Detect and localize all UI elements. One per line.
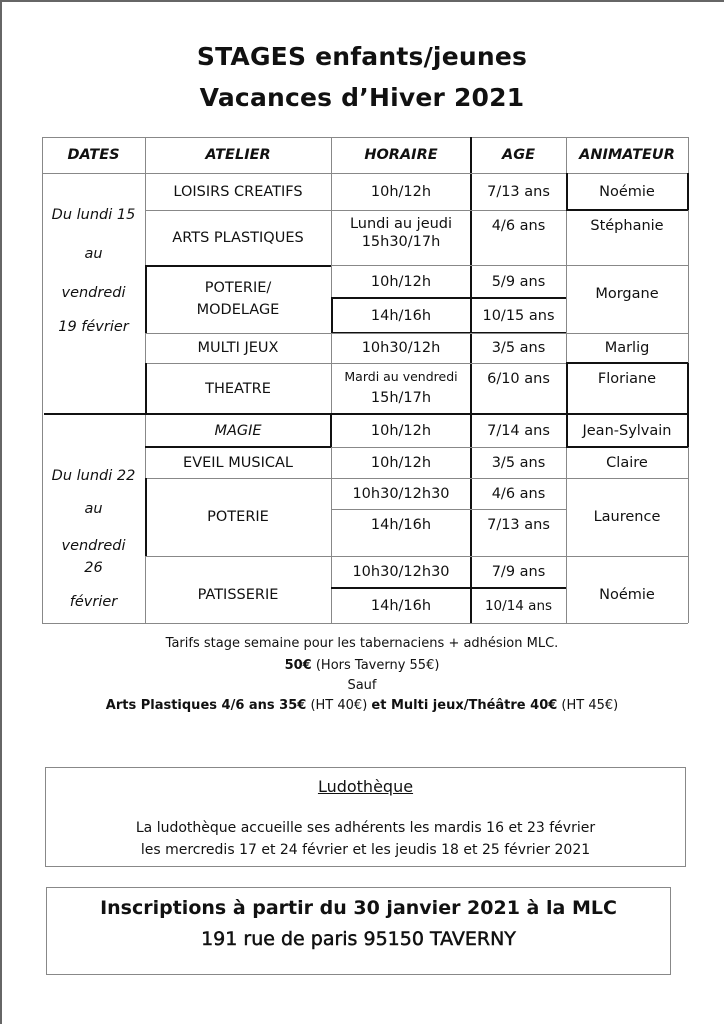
header-dates: DATES — [67, 147, 120, 163]
ludotheque-box — [45, 767, 686, 867]
age-cell: 3/5 ans — [491, 340, 546, 356]
week2-date-line: Du lundi 22 — [51, 468, 136, 484]
grid-line — [566, 446, 688, 448]
ludotheque-line: les mercredis 17 et 24 février et les jeudis 18 et 25 février 2021 — [140, 842, 591, 858]
atelier-cell: POTERIE — [207, 509, 269, 525]
atelier-cell: MAGIE — [214, 422, 262, 439]
atelier-cell — [145, 265, 331, 333]
grid-line — [42, 173, 688, 174]
week2-date-line: vendredi — [61, 538, 126, 554]
week2-date-line: au — [84, 501, 103, 517]
tarifs-exception-multi: et Multi jeux/Théâtre 40€ — [371, 698, 558, 713]
week2-date-line: février — [69, 594, 118, 610]
grid-line — [145, 446, 331, 448]
grid-line — [145, 478, 688, 479]
horaire-cell: 14h/16h — [370, 307, 432, 324]
age-cell: 10/14 ans — [484, 597, 553, 614]
atelier-line: MODELAGE — [196, 302, 280, 318]
grid-line — [566, 414, 568, 447]
age-cell: 7/14 ans — [487, 422, 550, 439]
animateur-cell: Claire — [606, 454, 648, 471]
horaire-cell: 14h/16h — [370, 517, 432, 533]
age-cell: 6/10 ans — [487, 371, 550, 387]
atelier-cell: EVEIL MUSICAL — [183, 454, 293, 471]
ludotheque-line: La ludothèque accueille ses adhérents les mardis 16 et 23 février — [135, 820, 596, 836]
horaire-cell: 10h/12h — [370, 422, 432, 439]
header-atelier: ATELIER — [205, 147, 271, 163]
horaire-cell: 10h/12h — [370, 454, 432, 471]
age-cell: 5/9 ans — [491, 273, 546, 290]
tarifs-exception-arts: Arts Plastiques 4/6 ans 35€ — [105, 698, 307, 713]
grid-line — [331, 509, 566, 510]
tarifs-price-note: (Hors Taverny 55€) — [311, 658, 440, 673]
ludotheque-title: Ludothèque — [317, 777, 414, 796]
inscriptions-box — [46, 887, 671, 975]
horaire-cell: 10h30/12h — [361, 340, 441, 356]
age-cell: 7/13 ans — [487, 183, 550, 200]
grid-line — [145, 265, 331, 267]
horaire-cell — [331, 363, 471, 414]
week1-date-line: au — [84, 246, 103, 262]
grid-line — [566, 363, 568, 414]
grid-line — [331, 298, 333, 333]
grid-line — [145, 556, 688, 557]
tarifs-exceptions-line — [0, 696, 724, 715]
age-cell: 7/13 ans — [487, 517, 550, 533]
age-cell: 7/9 ans — [491, 564, 546, 580]
week2-date-line: 26 — [84, 560, 103, 576]
atelier-cell: THEATRE — [205, 380, 271, 397]
tarifs-line: Tarifs stage semaine pour les tabernaciens + adhésion MLC. — [165, 636, 559, 651]
horaire-line: Lundi au jeudi — [349, 216, 453, 232]
tarifs-exception-arts-ht: (HT 40€) — [306, 698, 372, 713]
animateur-cell: Marlig — [604, 340, 650, 356]
age-cell: 4/6 ans — [491, 218, 546, 234]
grid-line — [331, 297, 566, 299]
animateur-cell: Morgane — [595, 286, 659, 302]
week-divider-line — [44, 413, 154, 415]
horaire-cell: 14h/16h — [370, 597, 432, 614]
grid-line — [42, 137, 688, 138]
grid-line — [145, 363, 147, 414]
tarifs-price-line — [0, 656, 724, 675]
grid-line — [566, 362, 688, 364]
grid-line — [145, 265, 147, 333]
header-animateur: ANIMATEUR — [579, 147, 675, 163]
inscriptions-line: Inscriptions à partir du 30 janvier 2021 à la MLC — [100, 897, 617, 919]
atelier-cell: MULTI JEUX — [197, 340, 279, 356]
animateur-cell: Stéphanie — [590, 218, 664, 234]
week1-date-line: vendredi — [61, 285, 126, 301]
inscriptions-address: 191 rue de paris 95150 TAVERNY — [201, 928, 516, 950]
grid-line — [145, 333, 688, 334]
animateur-cell: Laurence — [593, 509, 661, 525]
page-title: STAGES enfants/jeunes — [196, 42, 528, 71]
horaire-cell: 10h/12h — [370, 273, 432, 290]
horaire-line: Mardi au vendredi — [344, 369, 458, 384]
grid-line — [42, 623, 688, 624]
grid-line — [687, 363, 689, 447]
grid-line — [566, 173, 568, 210]
animateur-cell: Jean-Sylvain — [582, 422, 672, 439]
age-cell: 3/5 ans — [491, 454, 546, 471]
week1-date-line: 19 février — [58, 319, 129, 335]
age-cell: 10/15 ans — [482, 307, 555, 324]
atelier-line: POTERIE/ — [204, 280, 272, 296]
animateur-cell: Noémie — [599, 183, 655, 200]
grid-line — [687, 173, 689, 210]
horaire-cell: 10h30/12h30 — [352, 485, 450, 502]
tarifs-price: 50€ — [284, 658, 312, 673]
grid-line — [145, 413, 688, 415]
horaire-line: 15h30/17h — [361, 234, 441, 250]
animateur-cell: Floriane — [597, 371, 657, 387]
atelier-cell: PATISSERIE — [197, 586, 279, 603]
age-cell: 4/6 ans — [491, 485, 546, 502]
horaire-cell — [331, 210, 471, 265]
page-subtitle: Vacances d’Hiver 2021 — [199, 83, 525, 112]
horaire-cell: 10h30/12h30 — [352, 564, 450, 580]
grid-line — [42, 137, 43, 623]
atelier-cell: ARTS PLASTIQUES — [172, 229, 304, 246]
grid-line — [331, 587, 566, 589]
atelier-cell: LOISIRS CREATIFS — [173, 183, 303, 200]
tarifs-exception-multi-ht: (HT 45€) — [557, 698, 619, 713]
grid-line — [330, 414, 332, 447]
horaire-line: 15h/17h — [370, 390, 432, 406]
header-age: AGE — [501, 147, 536, 163]
horaire-cell: 10h/12h — [370, 183, 432, 200]
grid-line — [566, 209, 688, 211]
week1-date-line: Du lundi 15 — [51, 207, 136, 223]
animateur-cell: Noémie — [599, 586, 655, 603]
tarifs-sauf: Sauf — [347, 678, 377, 693]
grid-line — [145, 478, 147, 556]
header-horaire: HORAIRE — [364, 147, 438, 163]
